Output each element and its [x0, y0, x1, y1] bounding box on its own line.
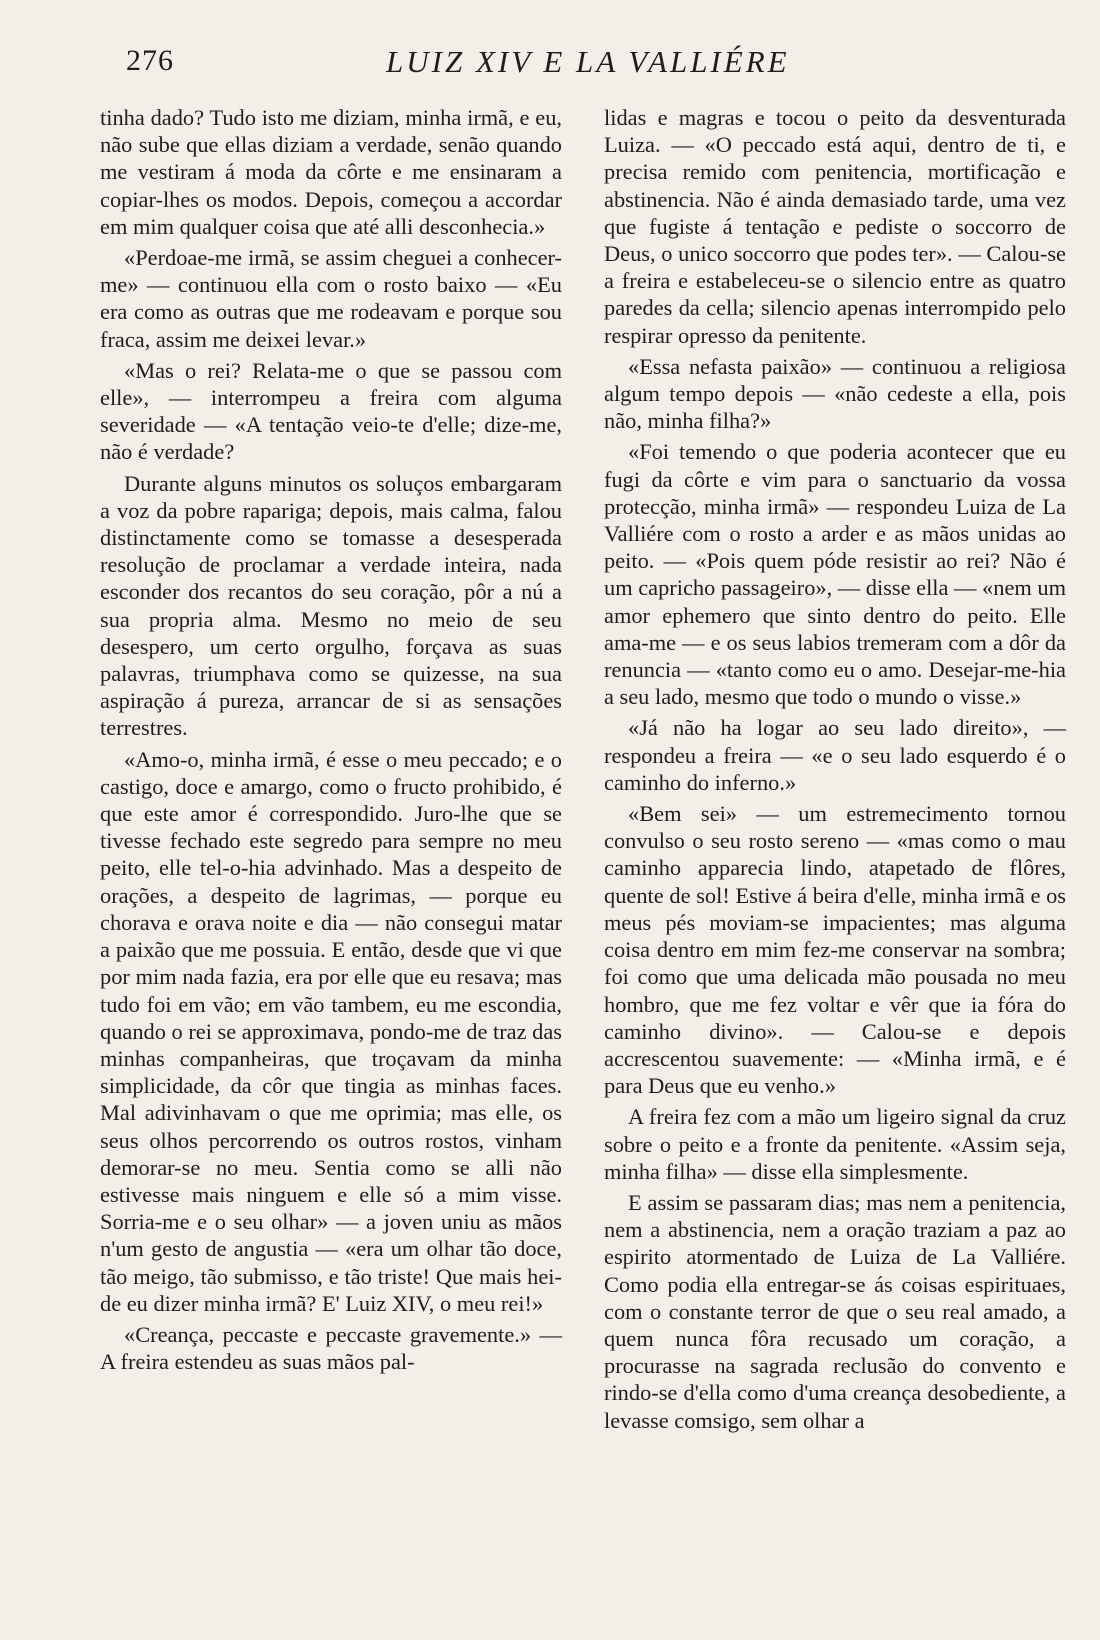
- paragraph: Durante alguns minutos os soluços embargaram a voz da pobre rapariga; depois, mais calma, falou distinctamente como se tomasse a desesperada resolução de proclamar a verdade inteira, nada esconder dos recantos do seu coração, pôr a nú a sua propria alma. Mesmo no meio de seu desespero, um certo orgulho, forçava as suas palavras, triumphava como se quizesse, na sua aspiração á pureza, arrancar de si as sensações terrestres.: [100, 470, 562, 741]
- left-column: [100, 104, 562, 1379]
- right-column: [604, 104, 1066, 1438]
- paragraph: lidas e magras e tocou o peito da desventurada Luiza. — «O peccado está aqui, dentro de ti, e precisa remido com penitencia, mortificação e abstinencia. Não é ainda demasiado tarde, uma vez que fugiste á tentação e pediste o soccorro de Deus, o unico soccorro que podes ter». — Calou-se a freira e estabeleceu-se o silencio entre as quatro paredes da cella; silencio apenas interrompido pelo respirar opresso da penitente.: [604, 105, 1066, 348]
- running-header: [126, 44, 1036, 88]
- paragraph: «Foi temendo o que poderia acontecer que eu fugi da côrte e vim para o sanctuario da vossa protecção, minha irmã» — respondeu Luiza de La Valliére com o rosto a arder e as mãos unidas ao peito. — «Pois quem póde resistir ao rei? Não é um capricho passageiro», — disse ella — «nem um amor ephemero que sinto dentro do peito. Elle ama-me — e os seus labios tremeram com a dôr da renuncia — «tanto como eu o amo. Desejar-me-hia a seu lado, mesmo que todo o mundo o visse.»: [604, 439, 1067, 710]
- paragraph: A freira fez com a mão um ligeiro signal da cruz sobre o peito e a fronte da penitente. «Assim seja, minha filha» — disse ella simplesmente.: [604, 1104, 1066, 1184]
- page-number: 276: [126, 44, 174, 77]
- paragraph: «Já não ha logar ao seu lado direito», — respondeu a freira — «e o seu lado esquerdo é o caminho do inferno.»: [604, 715, 1066, 795]
- paragraph: E assim se passaram dias; mas nem a penitencia, nem a abstinencia, nem a oração traziam a paz ao espirito atormentado de Luiza de La Valliére. Como podia ella entregar-se ás coisas espirituaes, com o constante terror de que o seu real amado, a quem nunca fôra recusado um coração, a procurasse na sagrada reclusão do convento e rindo-se d'ella como d'uma creança desobediente, a levasse comsigo, sem olhar a: [604, 1189, 1066, 1433]
- paragraph: «Amo-o, minha irmã, é esse o meu peccado; e o castigo, doce e amargo, como o fructo prohibido, é que este amor é correspondido. Juro-lhe que se tivesse fechado este segredo para sempre no meu peito, elle tel-o-hia advinhado. Mas a despeito de orações, a despeito de lagrimas, — porque eu chorava e orava noite e dia — não consegui matar a paixão que me possuia. E então, desde que vi que por mim nada fazia, era por elle que eu resava; mas tudo foi em vão; em vão tambem, eu me escondia, quando o rei se approximava, pondo-me de traz das minhas companheiras, que troçavam da minha simplicidade, da côr que tingia as minhas faces. Mal adivinhavam o que me oprimia; mas elle, os seus olhos percorrendo os outros rostos, vinham demorar-se no meu. Sentia como se alli não estivesse mais ninguem e elle só a mim visse. Sorria-me e o seu olhar» — a joven uniu as mãos n'um gesto de angustia — «era um olhar tão doce, tão meigo, tão submisso, e tão triste! Que mais hei-de eu dizer minha irmã? E' Luiz XIV, o meu rei!»: [100, 746, 562, 1316]
- paragraph: tinha dado? Tudo isto me diziam, minha irmã, e eu, não sube que ellas diziam a verdade, senão quando me vestiram á moda da côrte e me ensinaram a copiar-lhes os modos. Depois, começou a accordar em mim qualquer coisa que até alli desconhecia.»: [100, 105, 562, 239]
- paragraph: «Mas o rei? Relata-me o que se passou com elle», — interrompeu a freira com alguma severidade — «A tentação veio-te d'elle; dize-me, não é verdade?: [100, 357, 562, 465]
- paragraph: «Essa nefasta paixão» — continuou a religiosa algum tempo depois — «não cedeste a ella, pois não, minha filha?»: [604, 353, 1066, 434]
- paragraph: «Perdoae-me irmã, se assim cheguei a conhecer-me» — continuou ella com o rosto baixo — «Eu era como as outras que me rodeavam e porque sou fraca, assim me deixei levar.»: [100, 245, 562, 352]
- paragraph: «Bem sei» — um estremecimento tornou convulso o seu rosto sereno — «mas como o mau caminho apparecia lindo, atapetado de flôres, quente de sol! Estive á beira d'elle, minha irmã e os meus pés moviam-se impacientes; mas alguma coisa dentro em mim fez-me conservar na sombra; foi como que uma delicada mão pousada no meu hombro, que me fez voltar e vêr que ia fóra do caminho divino». — Calou-se e depois accrescentou suavemente: — «Minha irmã, e é para Deus que eu venho.»: [604, 801, 1066, 1099]
- paragraph: «Creança, peccaste e peccaste gravemente.» — A freira estendeu as suas mãos pal-: [100, 1321, 562, 1375]
- running-title: LUIZ XIV E LA VALLIÉRE: [386, 44, 790, 79]
